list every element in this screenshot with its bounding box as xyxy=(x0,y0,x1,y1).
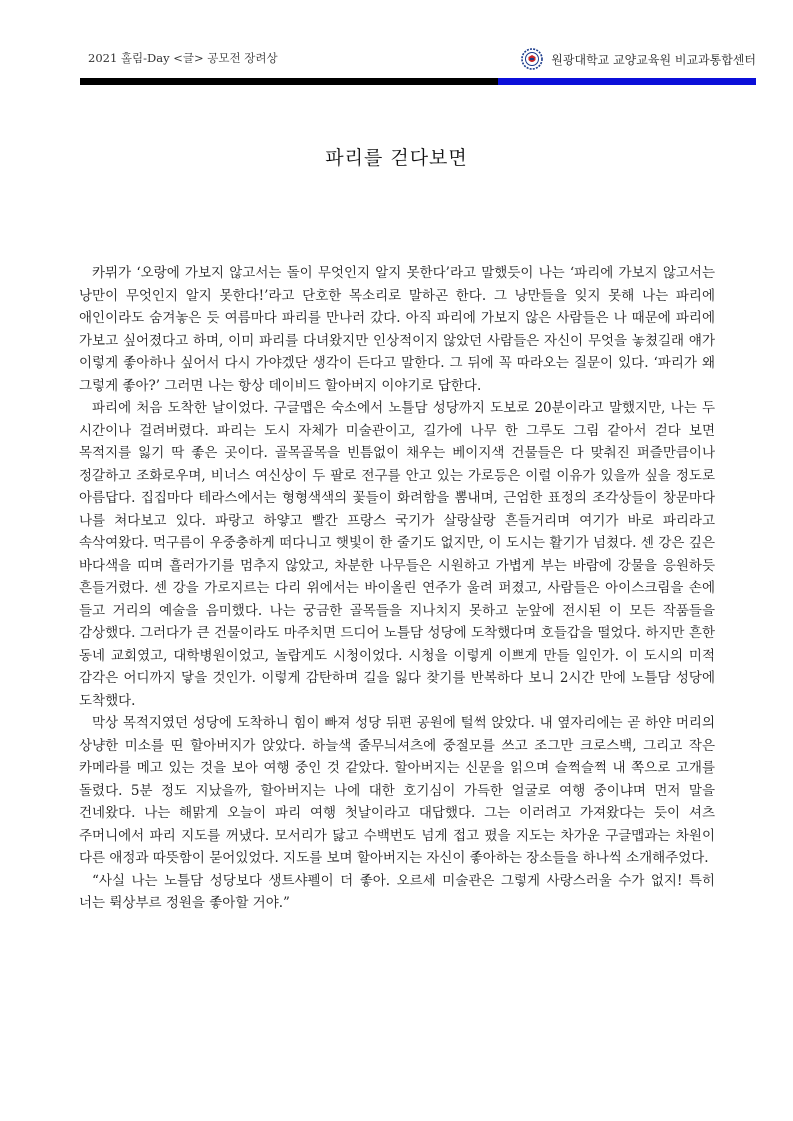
essay-paragraph: 카뮈가 ‘오랑에 가보지 않고서는 돌이 무엇인지 알지 못한다’라고 말했듯이 나는 ‘파리에 가보지 않고서는 낭만이 무엇인지 알지 못한다!’라고 단호한 목소리로 말하곤 한다. 그 낭만들을 잊지 못해 나는 파리에 애인이라도 숨겨놓은 듯 여름마다 파리를 만나러 갔다. 아직 파리에 가보지 않은 사람들은 나 때문에 파리에 가보고 싶어졌다고 하며, 이미 파리를 다녀왔지만 인상적이지 않았던 사람들은 자신이 무엇을 놓쳤길래 얘가 이렇게 좋아하나 싶어서 다시 가야겠단 생각이 든다고 말한다. 그 뒤에 꼭 따라오는 질문이 있다. ‘파리가 왜 그렇게 좋아?’ 그러면 나는 항상 데이비드 할아버지 이야기로 답한다. xyxy=(79,265,715,394)
page-header xyxy=(80,44,756,74)
essay-paragraph: 파리에 처음 도착한 날이었다. 구글맵은 숙소에서 노틀담 성당까지 도보로 20분이라고 말했지만, 나는 두 시간이나 걸려버렸다. 파리는 도시 자체가 미술관이고, 길가에 나무 한 그루도 그림 같아서 걷다 보면 목적지를 잃기 딱 좋은 곳이다. 골목골목을 빈틈없이 채우는 베이지색 건물들은 다 맞춰진 퍼즐만큼이나 정갈하고 조화로우며, 비너스 여신상이 두 팔로 전구를 안고 있는 가로등은 이럴 이유가 있을까 싶을 정도로 아름답다. 집집마다 테라스에서는 형형색색의 꽃들이 화려함을 뽐내며, 근엄한 표정의 조각상들이 창문마다 나를 쳐다보고 있다. 파랑고 하얗고 빨간 프랑스 국기가 살랑살랑 흔들거리며 여기가 바로 파리라고 속삭여왔다. 먹구름이 우중충하게 떠다니고 햇빛이 한 줄기도 없지만, 이 도시는 활기가 넘쳤다. 센 강은 깊은 바다색을 띠며 흘러가기를 멈추지 않았고, 차분한 나무들은 시원하고 가볍게 부는 바람에 강물을 응원하듯 흔들거렸다. 센 강을 가로지르는 다리 위에서는 바이올린 연주가 울려 퍼졌고, 사람들은 아이스크림을 손에 들고 거리의 예술을 음미했다. 나는 궁금한 골목들을 지나치지 못하고 눈앞에 전시된 이 모든 작품들을 감상했다. 그러다가 큰 건물이라도 마주치면 드디어 노틀담 성당에 도착했다며 호들갑을 떨었다. 하지만 흔한 동네 교회였고, 대학병원이었고, 놀랍게도 시청이었다. 시청을 이렇게 이쁘게 만들 일인가. 이 도시의 미적 감각은 어디까지 닿을 것인가. 이렇게 감탄하며 길을 잃다 찾기를 반복하다 보니 2시간 만에 노틀담 성당에 도착했다. xyxy=(79,400,715,709)
organization-name: 원광대학교 교양교육원 비교과통합센터 xyxy=(551,52,756,67)
header-rule-blue xyxy=(498,78,756,85)
essay-paragraph: “사실 나는 노틀담 성당보다 생트샤펠이 더 좋아. 오르세 미술관은 그렇게 사랑스러울 수가 없지! 특히 너는 뤽상부르 정원을 좋아할 거야.” xyxy=(79,872,715,911)
header-rule-black xyxy=(80,78,498,85)
essay-paragraph: 막상 목적지였던 성당에 도착하니 힘이 빠져 성당 뒤편 공원에 털썩 앉았다. 내 옆자리에는 곧 하얀 머리의 상냥한 미소를 띤 할아버지가 앉았다. 하늘색 줄무늬셔츠에 중절모를 쓰고 조그만 크로스백, 그리고 작은 카메라를 메고 있는 것을 보아 여행 중인 것 같았다. 할아버지는 신문을 읽으며 슬쩍슬쩍 내 쪽으로 고개를 돌렸다. 5분 정도 지났을까, 할아버지는 나에 대한 호기심이 가득한 얼굴로 여행 중이냐며 먼저 말을 건네왔다. 나는 해맑게 오늘이 파리 여행 첫날이라고 대답했다. 그는 이러려고 가져왔다는 듯이 셔츠 주머니에서 파리 지도를 꺼냈다. 모서리가 닳고 수백번도 넘게 접고 폈을 지도는 차가운 구글맵과는 차원이 다른 애정과 따뜻함이 묻어있었다. 지도를 보며 할아버지는 자신이 좋아하는 장소들을 하나씩 소개해주었다. xyxy=(79,715,715,866)
organization-block xyxy=(521,48,756,70)
essay-body xyxy=(79,262,715,915)
contest-label: 2021 홀림-Day <글> 공모전 장려상 xyxy=(88,51,278,65)
essay-title: 파리를 걷다보면 xyxy=(325,147,468,169)
university-seal-icon xyxy=(521,48,543,70)
